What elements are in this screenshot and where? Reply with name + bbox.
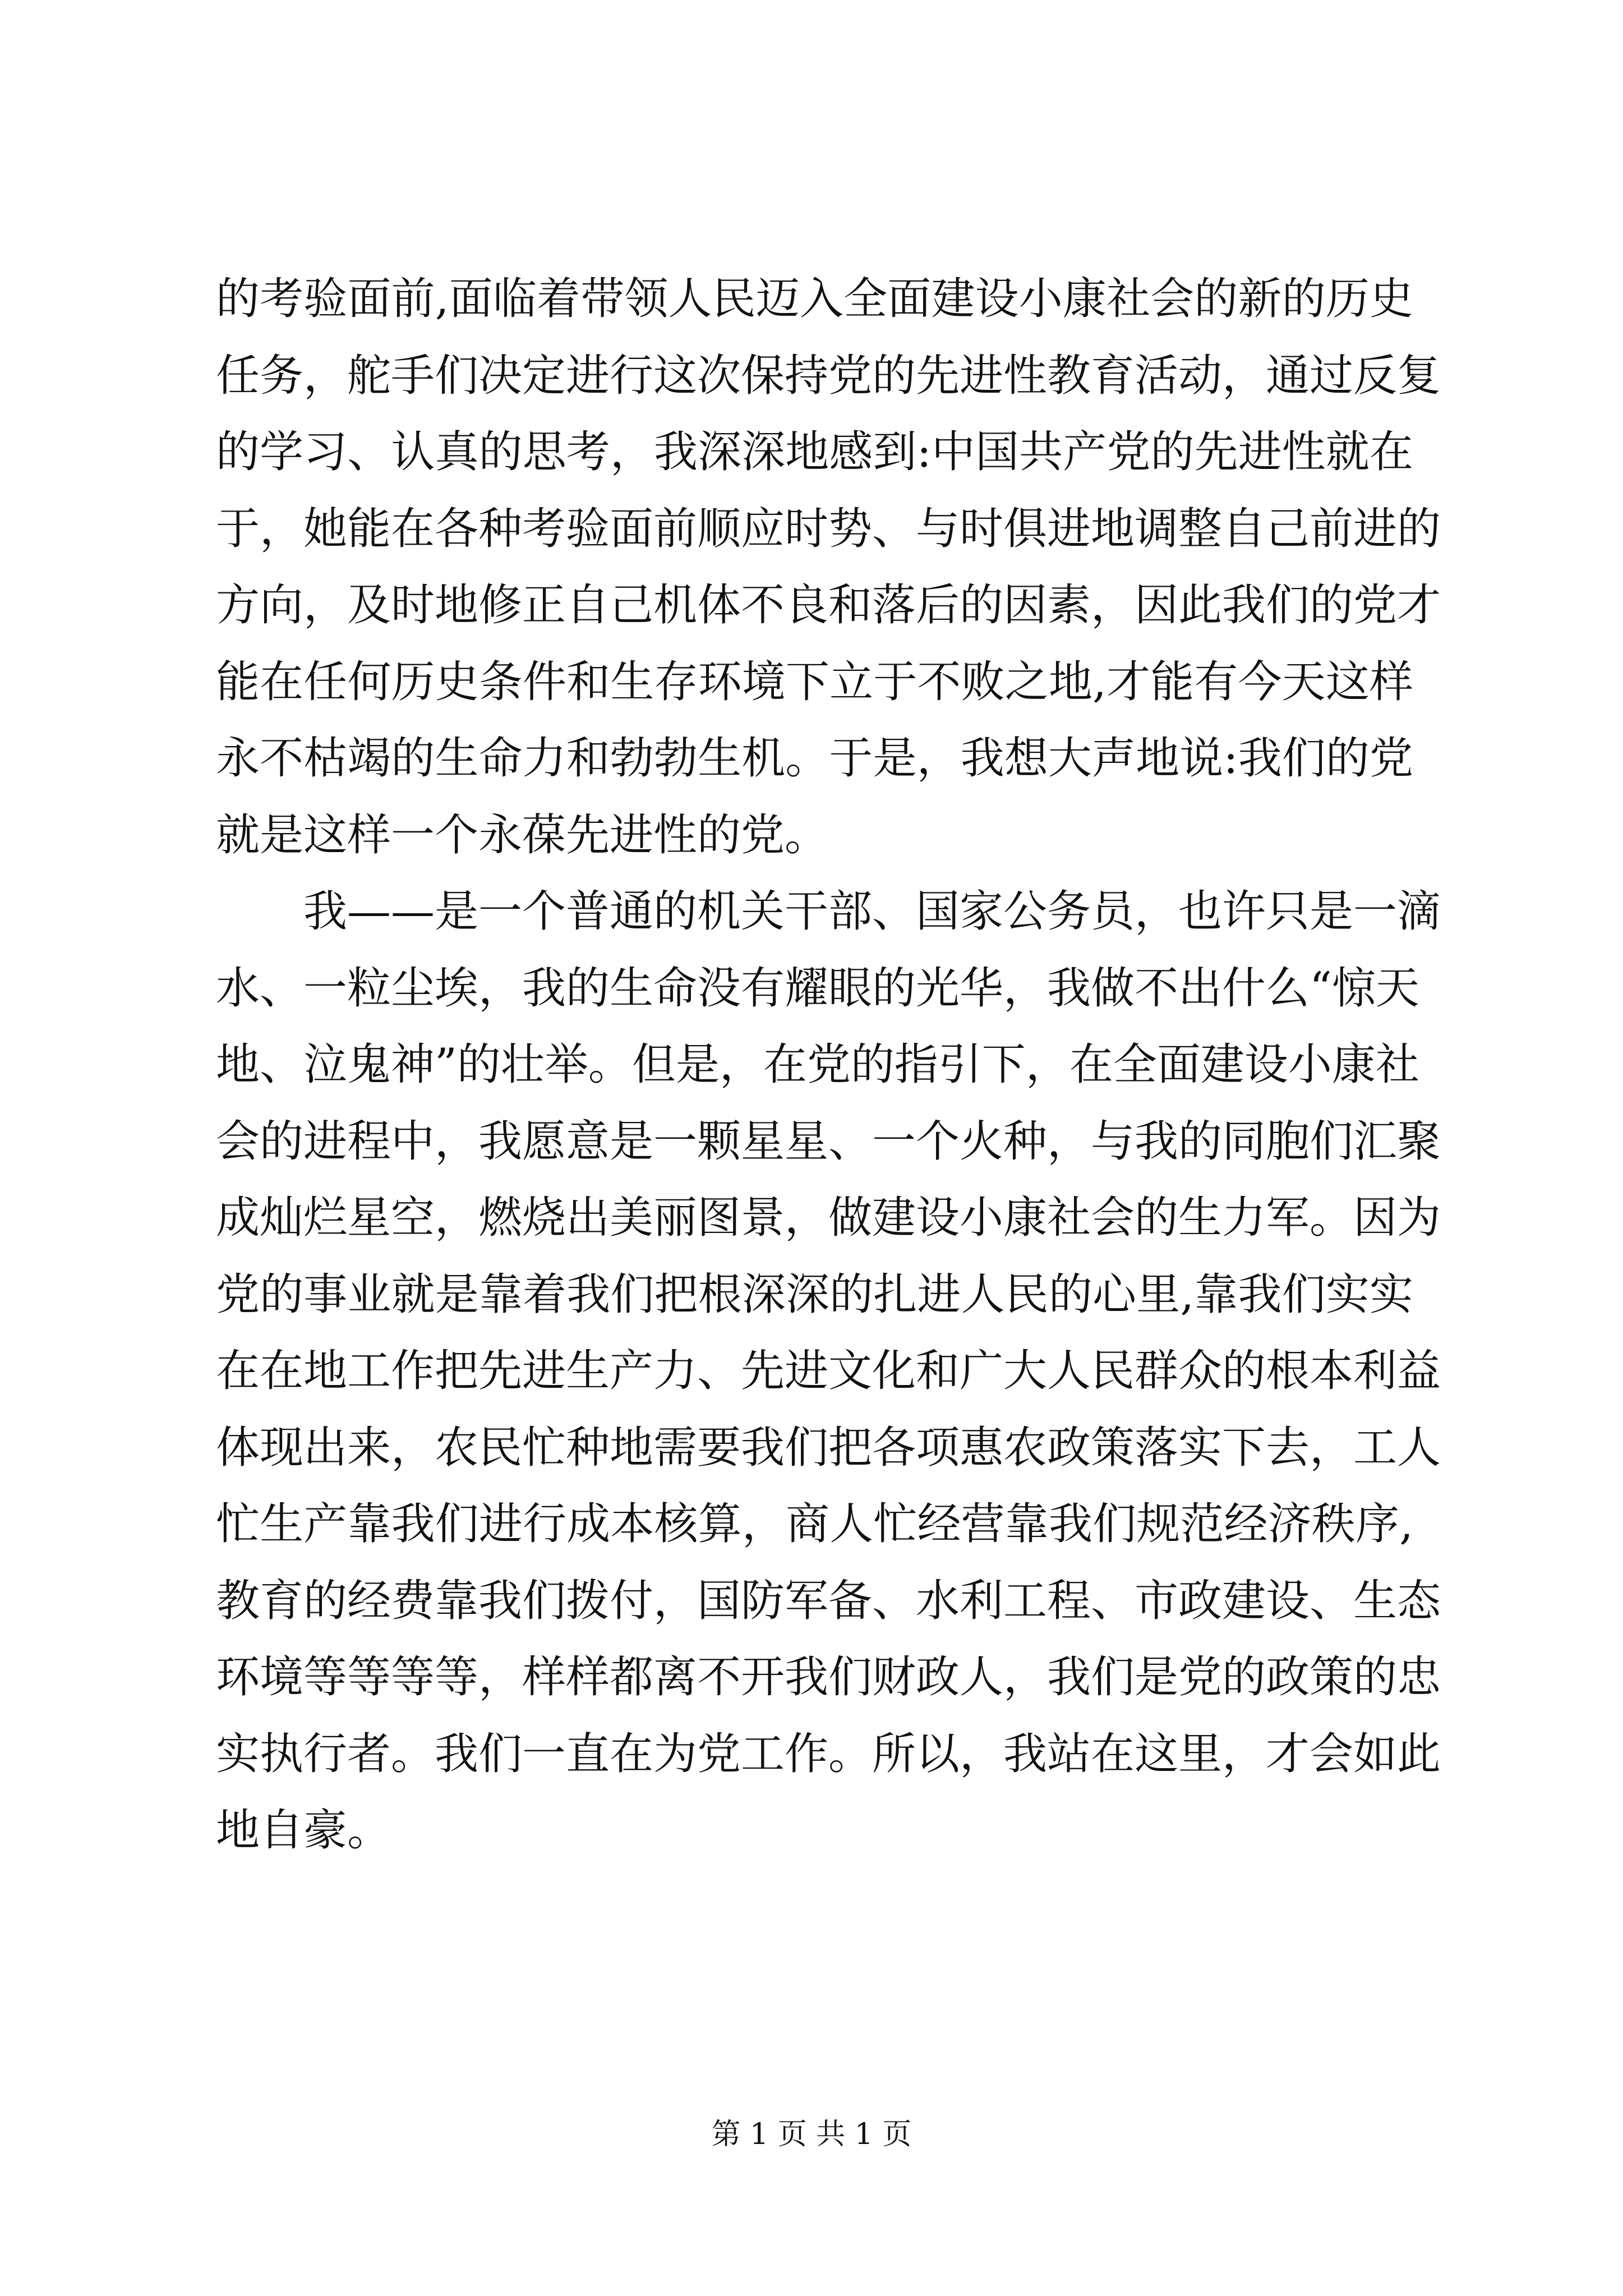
text-line: 方向，及时地修正自己机体不良和落后的因素，因此我们的党才 [216, 580, 1441, 631]
text-line: 水、一粒尘埃，我的生命没有耀眼的光华，我做不出什么“惊天 [216, 963, 1419, 1014]
text-line: 任务，舵手们决定进行这次保持党的先进性教育活动，通过反复 [216, 350, 1441, 401]
text-line: 忙生产靠我们进行成本核算，商人忙经营靠我们规范经济秩序, [216, 1499, 1413, 1549]
text-line: 环境等等等等，样样都离不开我们财政人，我们是党的政策的忠 [216, 1652, 1441, 1703]
document-body [216, 261, 1441, 1869]
text-line: 会的进程中，我愿意是一颗星星、一个火种，与我的同胞们汇聚 [216, 1116, 1441, 1167]
text-line: 成灿烂星空，燃烧出美丽图景，做建设小康社会的生力军。因为 [216, 1193, 1441, 1243]
text-line: 地、泣鬼神”的壮举。但是，在党的指引下，在全面建设小康社 [216, 1039, 1419, 1090]
text-line: 于，她能在各种考验面前顺应时势、与时俱进地调整自己前进的 [216, 503, 1441, 554]
text-line: 党的事业就是靠着我们把根深深的扎进人民的心里,靠我们实实 [216, 1269, 1413, 1320]
text-line: 在在地工作把先进生产力、先进文化和广大人民群众的根本利益 [216, 1346, 1441, 1396]
text-line: 教育的经费靠我们拨付，国防军备、水利工程、市政建设、生态 [216, 1575, 1441, 1626]
paragraph-2 [216, 873, 1441, 1869]
text-line: 的考验面前,面临着带领人民迈入全面建设小康社会的新的历史 [216, 274, 1413, 324]
text-line: 我——是一个普通的机关干部、国家公务员，也许只是一滴 [303, 886, 1441, 937]
text-line: 的学习、认真的思考，我深深地感到:中国共产党的先进性就在 [216, 427, 1413, 477]
text-line: 能在任何历史条件和生存环境下立于不败之地,才能有今天这样 [216, 656, 1413, 707]
text-line: 实执行者。我们一直在为党工作。所以，我站在这里，才会如此 [216, 1728, 1441, 1779]
text-line: 地自豪。 [216, 1805, 391, 1856]
text-line: 就是这样一个永葆先进性的党。 [216, 809, 829, 861]
text-line: 体现出来，农民忙种地需要我们把各项惠农政策落实下去，工人 [216, 1422, 1441, 1473]
text-line: 永不枯竭的生命力和勃勃生机。于是，我想大声地说:我们的党 [216, 733, 1413, 784]
paragraph-1 [216, 261, 1441, 873]
page-footer: 第 1 页 共 1 页 [711, 2118, 912, 2151]
